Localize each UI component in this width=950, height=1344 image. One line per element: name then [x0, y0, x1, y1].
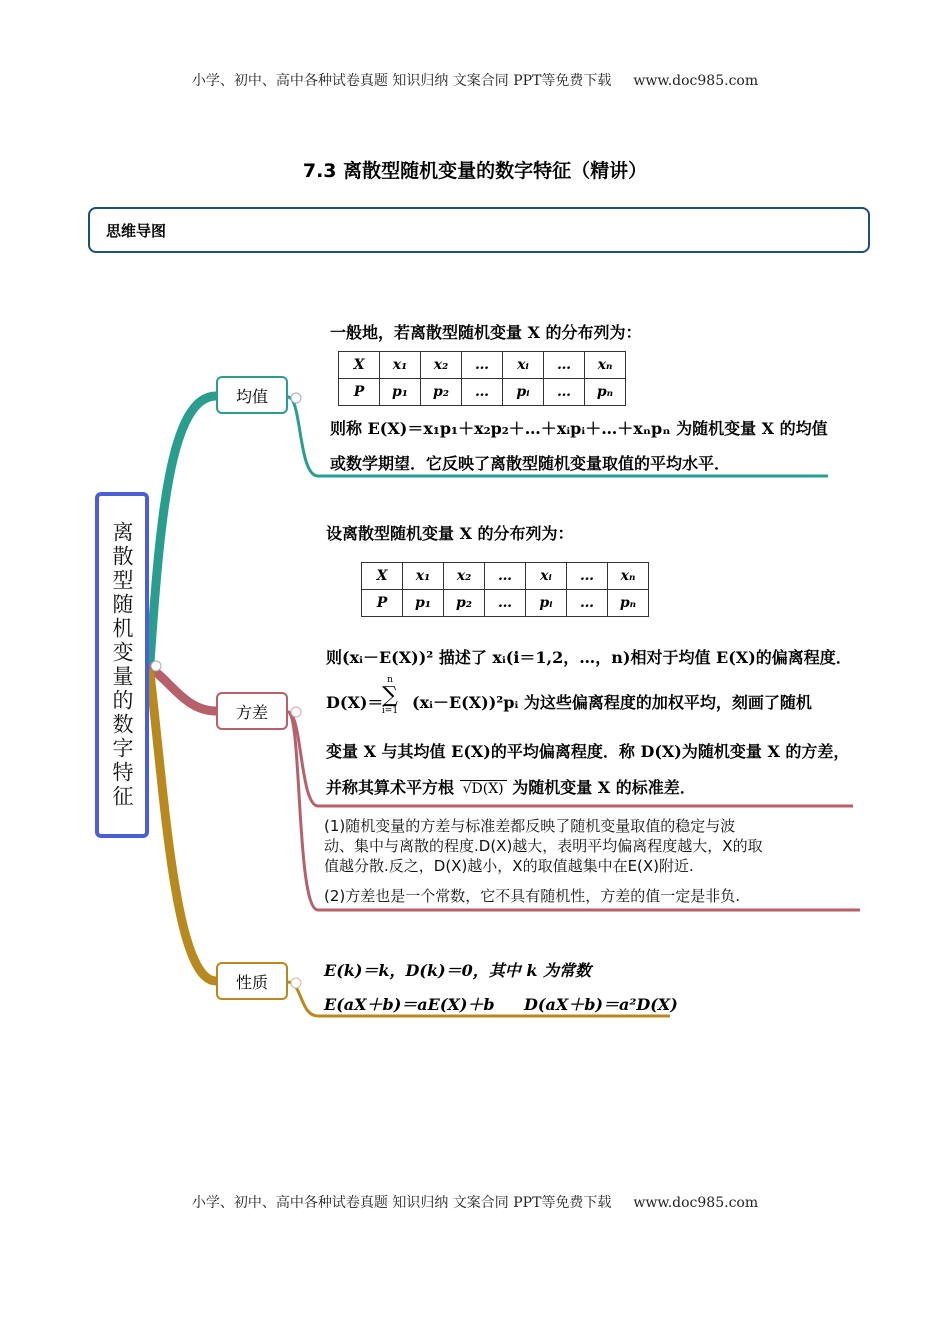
node-property: 性质	[216, 962, 288, 1000]
table-cell: X	[362, 563, 403, 590]
property-line-1: E(k)＝k，D(k)＝0，其中 k 为常数	[324, 961, 591, 980]
table-cell: …	[485, 563, 526, 590]
table-row	[362, 590, 649, 617]
table-row	[339, 352, 626, 379]
table-cell: xₙ	[585, 352, 626, 379]
branch-variance	[150, 668, 216, 711]
variance-line-1: 则(xᵢ－E(X))² 描述了 xᵢ(i＝1,2，…，n)相对于均值 E(X)的偏离程度．	[326, 648, 852, 667]
page-title: 7.3 离散型随机变量的数字特征（精讲）	[302, 160, 648, 182]
table-cell: …	[462, 352, 503, 379]
sum-bottom: i=1	[381, 706, 399, 716]
table-cell: P	[339, 379, 380, 406]
note-line: (1)随机变量的方差与标准差都反映了随机变量取值的稳定与波	[324, 817, 736, 835]
page-footer	[0, 1192, 950, 1212]
joint-mean	[291, 393, 301, 403]
variance-line-3: 变量 X 与其均值 E(X)的平均偏离程度．称 D(X)为随机变量 X 的方差，	[326, 742, 850, 761]
mean-distribution-table	[338, 351, 626, 406]
variance-intro: 设离散型随机变量 X 的分布列为：	[326, 524, 574, 543]
table-cell: …	[567, 590, 608, 617]
node-mean: 均值	[216, 376, 288, 414]
variance-distribution-table	[361, 562, 649, 617]
variance-line-4-prefix: 并称其算术平方根	[326, 778, 455, 797]
variance-line-2-prefix: D(X)＝	[326, 693, 384, 712]
table-cell: pᵢ	[503, 379, 544, 406]
node-variance: 方差	[216, 692, 288, 730]
note-line: 值越分散.反之，D(X)越小，X的取值越集中在E(X)附近.	[324, 857, 694, 875]
footer-url[interactable]: www.doc985.com	[633, 1195, 759, 1211]
table-cell: x₁	[380, 352, 421, 379]
variance-line-4-suffix: 为随机变量 X 的标准差．	[512, 778, 696, 797]
variance-line-2-suffix: (xᵢ－E(X))²pᵢ 为这些偏离程度的加权平均，刻画了随机	[412, 693, 812, 712]
root-text: 离散型随机变量的数字特征	[110, 521, 134, 809]
table-cell: p₁	[403, 590, 444, 617]
footer-text: 小学、初中、高中各种试卷真题 知识归纳 文案合同 PPT等免费下载	[191, 1195, 612, 1211]
table-cell: p₂	[444, 590, 485, 617]
table-cell: x₂	[444, 563, 485, 590]
sum-sign: ∑	[382, 683, 398, 708]
table-cell: …	[544, 352, 585, 379]
table-cell: P	[362, 590, 403, 617]
variance-note-1	[324, 816, 763, 876]
table-cell: x₁	[403, 563, 444, 590]
header-url[interactable]: www.doc985.com	[633, 73, 759, 89]
table-cell: …	[462, 379, 503, 406]
header-text: 小学、初中、高中各种试卷真题 知识归纳 文案合同 PPT等免费下载	[191, 73, 612, 89]
table-cell: xᵢ	[503, 352, 544, 379]
variance-note-2: (2)方差也是一个常数，它不具有随机性，方差的值一定是非负.	[324, 887, 741, 905]
branch-property	[150, 674, 216, 981]
table-cell: p₂	[421, 379, 462, 406]
mean-intro: 一般地，若离散型随机变量 X 的分布列为：	[330, 323, 642, 342]
section-label: 思维导图	[106, 222, 167, 240]
table-cell: pₙ	[608, 590, 649, 617]
table-row	[339, 379, 626, 406]
sqrt-symbol: √D(X)	[460, 780, 507, 797]
table-row	[362, 563, 649, 590]
joint-variance	[291, 707, 301, 717]
table-cell: pₙ	[585, 379, 626, 406]
root-node	[95, 492, 149, 838]
table-cell: …	[544, 379, 585, 406]
sum-symbol	[378, 676, 402, 716]
mean-definition: 则称 E(X)＝x₁p₁＋x₂p₂＋…＋xᵢpᵢ＋…＋xₙpₙ 为随机变量 X 的均值	[330, 419, 828, 438]
branch-mean	[150, 396, 216, 662]
sum-top: n	[387, 675, 393, 685]
table-cell: X	[339, 352, 380, 379]
table-cell: x₂	[421, 352, 462, 379]
joint-property	[291, 978, 301, 988]
table-cell: xᵢ	[526, 563, 567, 590]
property-line-2b: D(aX＋b)＝a²D(X)	[524, 995, 678, 1014]
table-cell: …	[485, 590, 526, 617]
joint-root	[151, 661, 161, 671]
note-line: 动、集中与离散的程度.D(X)越大，表明平均偏离程度越大，X的取	[324, 837, 763, 855]
table-cell: xₙ	[608, 563, 649, 590]
table-cell: pᵢ	[526, 590, 567, 617]
variance-line-4	[326, 775, 696, 798]
table-cell: p₁	[380, 379, 421, 406]
property-line-2a: E(aX＋b)＝aE(X)＋b	[324, 995, 495, 1014]
mean-definition-2: 或数学期望．它反映了离散型随机变量取值的平均水平．	[330, 454, 731, 473]
table-cell: …	[567, 563, 608, 590]
sqrt-content: D(X)	[471, 781, 504, 797]
